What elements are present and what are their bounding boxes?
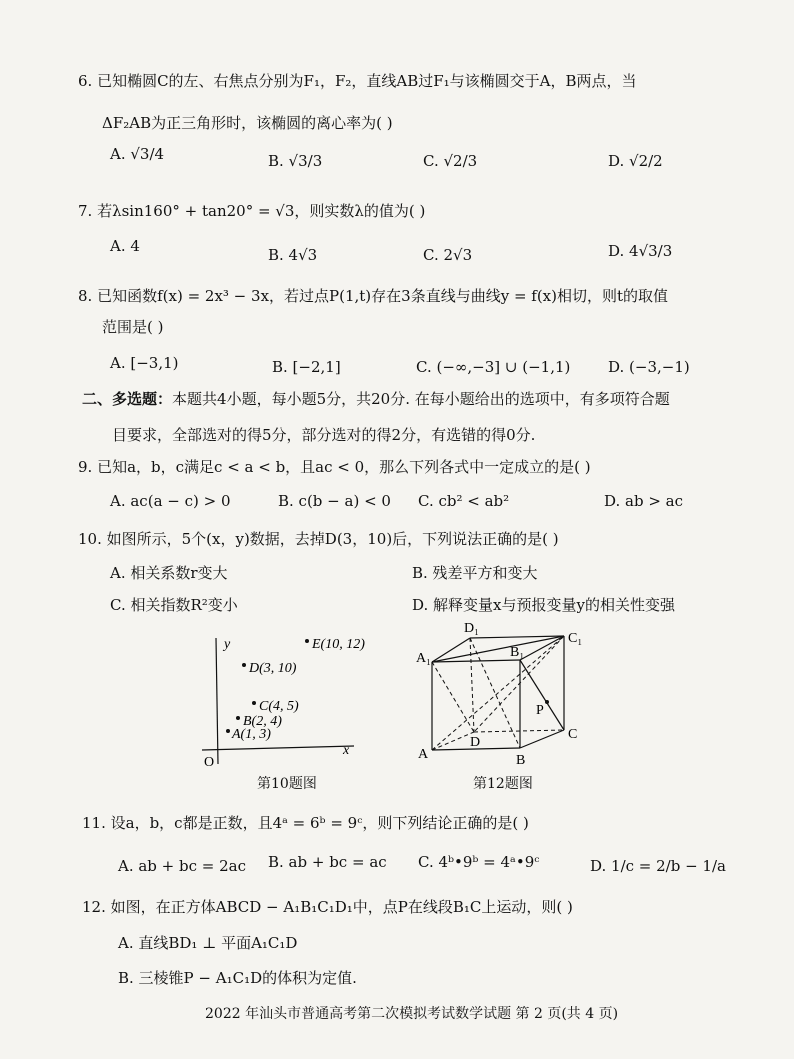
q10-option-d: D. 解释变量x与预报变量y的相关性变强 bbox=[412, 596, 675, 614]
q11-option-d: D. 1/c = 2/b − 1/a bbox=[590, 857, 726, 875]
q11-option-b: B. ab + bc = ac bbox=[268, 853, 387, 871]
fig10-point-e bbox=[305, 639, 309, 643]
fig10-label-c: C(4, 5) bbox=[259, 699, 299, 714]
q6-option-b: B. √3/3 bbox=[268, 152, 323, 170]
q7-option-a: A. 4 bbox=[110, 237, 140, 255]
q7-option-b: B. 4√3 bbox=[268, 246, 318, 264]
fig10-x-axis bbox=[202, 746, 354, 750]
fig12-label-b1: B₁ bbox=[510, 645, 525, 660]
q8-option-a: A. [−3,1) bbox=[110, 354, 179, 372]
fig12-caption: 第12题图 bbox=[473, 776, 533, 792]
q12-stem: 12. 如图，在正方体ABCD − A₁B₁C₁D₁中，点P在线段B₁C上运动，则( ) bbox=[82, 898, 573, 916]
fig12-label-p: P bbox=[536, 703, 544, 718]
q10-option-a: A. 相关系数r变大 bbox=[110, 564, 228, 582]
fig12-label-d1: D₁ bbox=[464, 621, 479, 636]
section2-heading-number: 二、 bbox=[82, 390, 113, 408]
q8-option-c: C. (−∞,−3] ∪ (−1,1) bbox=[416, 358, 571, 376]
q9-option-c: C. cb² < ab² bbox=[418, 492, 510, 510]
section2-line1 bbox=[82, 388, 670, 410]
fig10-label-d: D(3, 10) bbox=[249, 661, 297, 676]
fig10-point-a bbox=[226, 729, 230, 733]
fig12-label-b: B bbox=[516, 753, 526, 768]
q7-stem: 7. 若λsin160° + tan20° = √3，则实数λ的值为( ) bbox=[78, 202, 426, 220]
section2-heading-title: 多选题： bbox=[112, 390, 173, 408]
fig12-point-p bbox=[545, 700, 549, 704]
q7-option-d: D. 4√3/3 bbox=[608, 242, 673, 260]
fig10-label-e: E(10, 12) bbox=[312, 637, 365, 652]
page-footer: 2022 年汕头市普通高考第二次模拟考试数学试题 第 2 页(共 4 页) bbox=[205, 1006, 619, 1022]
q8-stem-line2: 范围是( ) bbox=[102, 318, 164, 336]
q8-stem-line1: 8. 已知函数f(x) = 2x³ − 3x，若过点P(1,t)存在3条直线与曲线y = f(x)相切，则t的取值 bbox=[78, 287, 669, 305]
q10-option-b: B. 残差平方和变大 bbox=[412, 564, 538, 582]
fig12-label-c1: C₁ bbox=[568, 631, 583, 646]
fig10-x-label: x bbox=[343, 743, 350, 758]
fig12-cube bbox=[412, 620, 592, 770]
fig12-label-d: D bbox=[470, 735, 481, 750]
q10-stem: 10. 如图所示，5个(x，y)数据，去掉D(3，10)后，下列说法正确的是( ) bbox=[78, 530, 559, 548]
fig10-caption: 第10题图 bbox=[257, 776, 317, 792]
q9-option-b: B. c(b − a) < 0 bbox=[278, 492, 391, 510]
fig10-point-d bbox=[242, 663, 246, 667]
q8-option-b: B. [−2,1] bbox=[272, 358, 341, 376]
q9-option-a: A. ac(a − c) > 0 bbox=[110, 492, 231, 510]
q12-option-b: B. 三棱锥P − A₁C₁D的体积为定值. bbox=[118, 969, 357, 987]
fig12-label-a1: A₁ bbox=[416, 651, 431, 666]
fig10-label-a: A(1, 3) bbox=[232, 727, 271, 742]
fig10-origin-label: O bbox=[204, 755, 215, 768]
fig10-y-axis bbox=[216, 638, 218, 764]
fig12-label-c: C bbox=[568, 727, 578, 742]
q6-option-a: A. √3/4 bbox=[110, 145, 165, 163]
q6-option-c: C. √2/3 bbox=[423, 152, 478, 170]
q11-stem: 11. 设a，b，c都是正数，且4ᵃ = 6ᵇ = 9ᶜ，则下列结论正确的是( ) bbox=[82, 814, 529, 832]
fig10-point-b bbox=[236, 716, 240, 720]
q12-option-a: A. 直线BD₁ ⊥ 平面A₁C₁D bbox=[118, 934, 298, 952]
fig10-scatter bbox=[196, 628, 366, 768]
fig10-y-label: y bbox=[224, 637, 231, 652]
q6-option-d: D. √2/2 bbox=[608, 152, 663, 170]
section2-intro-body: 本题共4小题，每小题5分，共20分. 在每小题给出的选项中，有多项符合题 bbox=[172, 390, 670, 408]
q10-option-c: C. 相关指数R²变小 bbox=[110, 596, 238, 614]
q11-option-c: C. 4ᵇ•9ᵇ = 4ᵃ•9ᶜ bbox=[418, 853, 540, 871]
q8-option-d: D. (−3,−1) bbox=[608, 358, 690, 376]
q7-option-c: C. 2√3 bbox=[423, 246, 473, 264]
q6-stem-line1: 6. 已知椭圆C的左、右焦点分别为F₁，F₂，直线AB过F₁与该椭圆交于A，B两点，当 bbox=[78, 72, 637, 90]
q11-option-a: A. ab + bc = 2ac bbox=[118, 857, 247, 875]
fig10-point-c bbox=[252, 701, 256, 705]
q9-stem: 9. 已知a，b，c满足c < a < b，且ac < 0，那么下列各式中一定成立的是( ) bbox=[78, 458, 591, 476]
q6-stem-line2: ΔF₂AB为正三角形时，该椭圆的离心率为( ) bbox=[102, 114, 393, 132]
section2-line2: 目要求，全部选对的得5分，部分选对的得2分，有选错的得0分. bbox=[112, 426, 536, 444]
fig10-label-b: B(2, 4) bbox=[243, 714, 282, 729]
fig12-label-a: A bbox=[418, 747, 429, 762]
q9-option-d: D. ab > ac bbox=[604, 492, 684, 510]
